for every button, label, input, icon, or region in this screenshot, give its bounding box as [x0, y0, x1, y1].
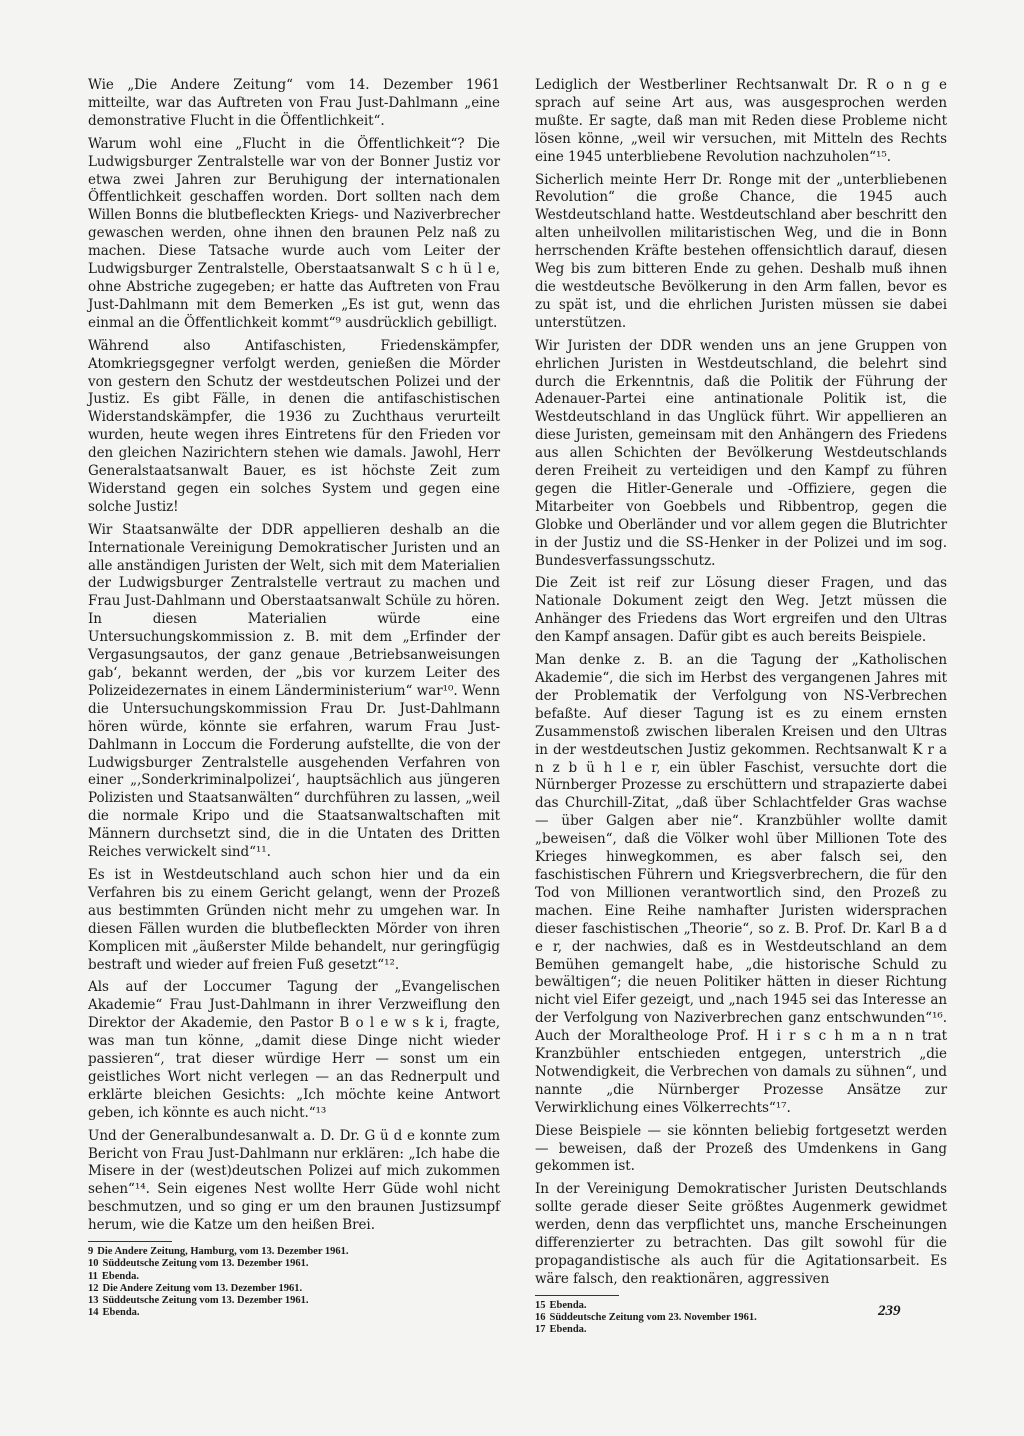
footnote: 10 Süddeutsche Zeitung vom 13. Dezember 1961.: [88, 1258, 309, 1270]
footnote: 17 Ebenda.: [535, 1324, 587, 1336]
paragraph: Wir Staatsanwälte der DDR appellieren deshalb an die Internationale Vereinigung Demokratischer Juristen und an alle anständigen Juristen der Welt, sich mit dem Materialien der Ludwigsburger Zentralstelle vertraut zu machen und Frau Just-Dahlmann und Oberstaatsanwalt Schüle zu hören. In diesen Materialien würde eine Untersuchungskommission z. B. mit dem „Erfinder der Vergasungsautos, der ganz genaue ‚Betriebsanweisungen gab‘, bekannt werden, der „bis vor kurzem Leiter des Polizeidezernates in einem Länderministerium“ war¹⁰. Wenn die Untersuchungskommission Frau Dr. Just-Dahlmann hören würde, könnte sie erfahren, warum Frau Just-Dahlmann in Loccum die Forderung aufstellte, die von der Ludwigsburger Zentralstelle ausgehenden Verfahren von einer „‚Sonderkriminalpolizei‘, hauptsächlich aus jüngeren Polizisten und Staatsanwälten“ durchführen zu lassen, „weil die normale Kripo und die Staatsanwaltschaften mit Männern durchsetzt sind, die in die Untaten des Dritten Reiches verwickelt sind“¹¹.: [88, 521, 500, 861]
paragraph: Sicherlich meinte Herr Dr. Ronge mit der „unterbliebenen Revolution“ die große Chance, die 1945 auch Westdeutschland hatte. Westdeutschland aber beschritt den alten unheilvollen militaristischen Weg, und die in Bonn herrschenden Kräfte bestehen offensichtlich darauf, diesen Weg bis zum bitteren Ende zu gehen. Deshalb muß ihnen die westdeutsche Bevölkerung in den Arm fallen, bevor es zu spät ist, und die ehrlichen Juristen müssen sie dabei unterstützen.: [535, 171, 947, 331]
paragraph: Wie „Die Andere Zeitung“ vom 14. Dezember 1961 mitteilte, war das Auftreten von Frau Just-Dahlmann „eine demonstrative Flucht in die Öffentlichkeit“.: [88, 77, 500, 129]
footnote: 14 Ebenda.: [88, 1307, 140, 1319]
paragraph: Während also Antifaschisten, Friedenskämpfer, Atomkriegsgegner verfolgt werden, genießen die Mörder von gestern den Schutz der westdeutschen Polizei und der Justiz. Es gibt Fälle, in denen die antifaschistischen Widerstandskämpfer, die 1936 zu Zuchthaus verurteilt wurden, heute wegen ihres Eintretens für den Frieden vor den gleichen Nazirichtern stehen wie damals. Jawohl, Herr Generalstaatsanwalt Bauer, es ist höchste Zeit zum Widerstand gegen ein solches System und gegen eine solche Justiz!: [88, 337, 500, 515]
footnotes-left: [88, 1246, 500, 1319]
paragraph: Lediglich der Westberliner Rechtsanwalt Dr. R o n g e sprach auf seine Art aus, was ausgesprochen werden mußte. Er sagte, daß man mit Reden diese Probleme nicht lösen könne, „weil wir versuchen, mit Mitteln des Rechts eine 1945 unterbliebene Revolution nachzuholen“¹⁵.: [535, 77, 947, 165]
paragraph: Wir Juristen der DDR wenden uns an jene Gruppen von ehrlichen Juristen in Westdeutschland, die belehrt sind durch die Erkenntnis, daß die Politik der Führung der Adenauer-Partei eine antinationale Politik ist, die Westdeutschland in das Unglück führt. Wir appellieren an diese Juristen, gemeinsam mit den Anhängern des Friedens aus allen Schichten der Bevölkerung Westdeutschlands deren Freiheit zu verteidigen und den Kampf zu führen gegen die Hitler-Generale und -Offiziere, gegen die Mitarbeiter von Goebbels und Ribbentrop, gegen die Globke und Oberländer und vor allem gegen die Blutrichter in der Justiz und die SS-Henker in der Polizei und im sog. Bundesverfassungsschutz.: [535, 337, 947, 569]
right-column: [535, 77, 947, 1336]
footnote-divider: [535, 1295, 619, 1296]
footnote: 15 Ebenda.: [535, 1299, 587, 1311]
footnote: 16 Süddeutsche Zeitung vom 23. November 1961.: [535, 1312, 757, 1324]
paragraph: Die Zeit ist reif zur Lösung dieser Fragen, und das Nationale Dokument zeigt den Weg. Jetzt müssen die Anhänger des Friedens das Wort ergreifen und den Ultras den Kampf ansagen. Dafür gibt es auch bereits Beispiele.: [535, 575, 947, 646]
page-number: 239: [878, 1303, 901, 1319]
paragraph: Warum wohl eine „Flucht in die Öffentlichkeit“? Die Ludwigsburger Zentralstelle war von der Bonner Justiz vor etwa zwei Jahren zur Beruhigung der internationalen Öffentlichkeit geschaffen worden. Dort sollten nach dem Willen Bonns die blutbefleckten Kriegs- und Naziverbrecher gewaschen werden, ohne ihnen den braunen Pelz naß zu machen. Diese Tatsache wurde auch vom Leiter der Ludwigsburger Zentralstelle, Oberstaatsanwalt S c h ü l e, ohne Abstriche zugegeben; er hatte das Auftreten von Frau Just-Dahlmann mit dem Bemerken „Es ist gut, wenn das einmal an die Öffentlichkeit kommt“⁹ ausdrücklich gebilligt.: [88, 135, 500, 331]
paragraph: Man denke z. B. an die Tagung der „Katholischen Akademie“, die sich im Herbst des vergangenen Jahres mit der Problematik der Verfolgung von NS-Verbrechen befaßte. Auf dieser Tagung ist es zu einem ernsten Zusammenstoß zwischen liberalen Kreisen und den Ultras in der westdeutschen Justiz gekommen. Rechtsanwalt K r a n z b ü h l e r, ein übler Faschist, versuchte dort die Nürnberger Prozesse zu erschüttern und strapazierte dabei das Churchill-Zitat, „daß über Schlachtfelder Gras wachse — über Galgen aber nie“. Kranzbühler wollte damit „beweisen“, daß die Völker wohl über Millionen Tote des Krieges hinwegkommen, es aber falsch sei, den faschistischen Führern und Kriegsverbrechern, die für den Tod von Millionen verantwortlich sind, den Prozeß zu machen. Eine Reihe namhafter Juristen widersprachen dieser faschistischen „Theorie“, so z. B. Prof. Dr. Karl B a d e r, der nachwies, daß es in Westdeutschland an dem Bemühen gemangelt habe, „die historische Schuld zu bewältigen“; die neuen Politiker hätten in dieser Richtung nicht viel Eifer gezeigt, und „nach 1945 sei das Interesse an der Verfolgung von Naziverbrechen ganz entschwunden“¹⁶. Auch der Moraltheologe Prof. H i r s c h m a n n trat Kranzbühler entschieden entgegen, unterstrich „die Notwendigkeit, die Verbrechen von damals zu sühnen“, und nannte „die Nürnberger Prozesse Ansätze zur Verwirklichung eines Völkerrechts“¹⁷.: [535, 652, 947, 1116]
paragraph: Diese Beispiele — sie könnten beliebig fortgesetzt werden — beweisen, daß der Prozeß des Umdenkens in Gang gekommen ist.: [535, 1122, 947, 1175]
paragraph: Und der Generalbundesanwalt a. D. Dr. G ü d e konnte zum Bericht von Frau Just-Dahlmann nur erklären: „Ich habe die Misere in der (west)deutschen Polizei auf mich zukommen sehen“¹⁴. Sein eigenes Nest wollte Herr Güde wohl nicht beschmutzen, und so ging er um den braunen Justizsumpf herum, wie die Katze um den heißen Brei.: [88, 1127, 500, 1234]
footnote: 9 Die Andere Zeitung, Hamburg, vom 13. Dezember 1961.: [88, 1246, 349, 1258]
left-column: [88, 77, 500, 1319]
footnote: 11 Ebenda.: [88, 1270, 139, 1282]
footnote-divider: [88, 1241, 172, 1242]
paragraph: In der Vereinigung Demokratischer Juristen Deutschlands sollte gerade dieser Seite größtes Augenmerk gewidmet werden, denn das verpflichtet uns, manche Erscheinungen differenzierter zu betrachten. Das gilt sowohl für die propagandistische als auch für die Agitationsarbeit. Es wäre falsch, den reaktionären, aggressiven: [535, 1181, 947, 1287]
footnote: 13 Süddeutsche Zeitung vom 13. Dezember 1961.: [88, 1294, 309, 1306]
paragraph: Es ist in Westdeutschland auch schon hier und da ein Verfahren bis zu einem Gericht gelangt, wenn der Prozeß aus bestimmten Gründen nicht mehr zu umgehen war. In diesen Fällen wurden die blutbefleckten Mörder von ihren Komplicen mit „äußerster Milde behandelt, nur geringfügig bestraft und wieder auf freien Fuß gesetzt“¹².: [88, 866, 500, 973]
footnote: 12 Die Andere Zeitung vom 13. Dezember 1961.: [88, 1282, 303, 1294]
paragraph: Als auf der Loccumer Tagung der „Evangelischen Akademie“ Frau Just-Dahlmann in ihrer Verzweiflung den Direktor der Akademie, den Pastor B o l e w s k i, fragte, was man tun könne, „damit diese Dinge nicht wieder passieren“, trat dieser würdige Herr — sonst um ein geistliches Wort nicht verlegen — an das Rednerpult und erklärte bleichen Gesichts: „Ich möchte keine Antwort geben, ich könnte es auch nicht.“¹³: [88, 979, 500, 1121]
